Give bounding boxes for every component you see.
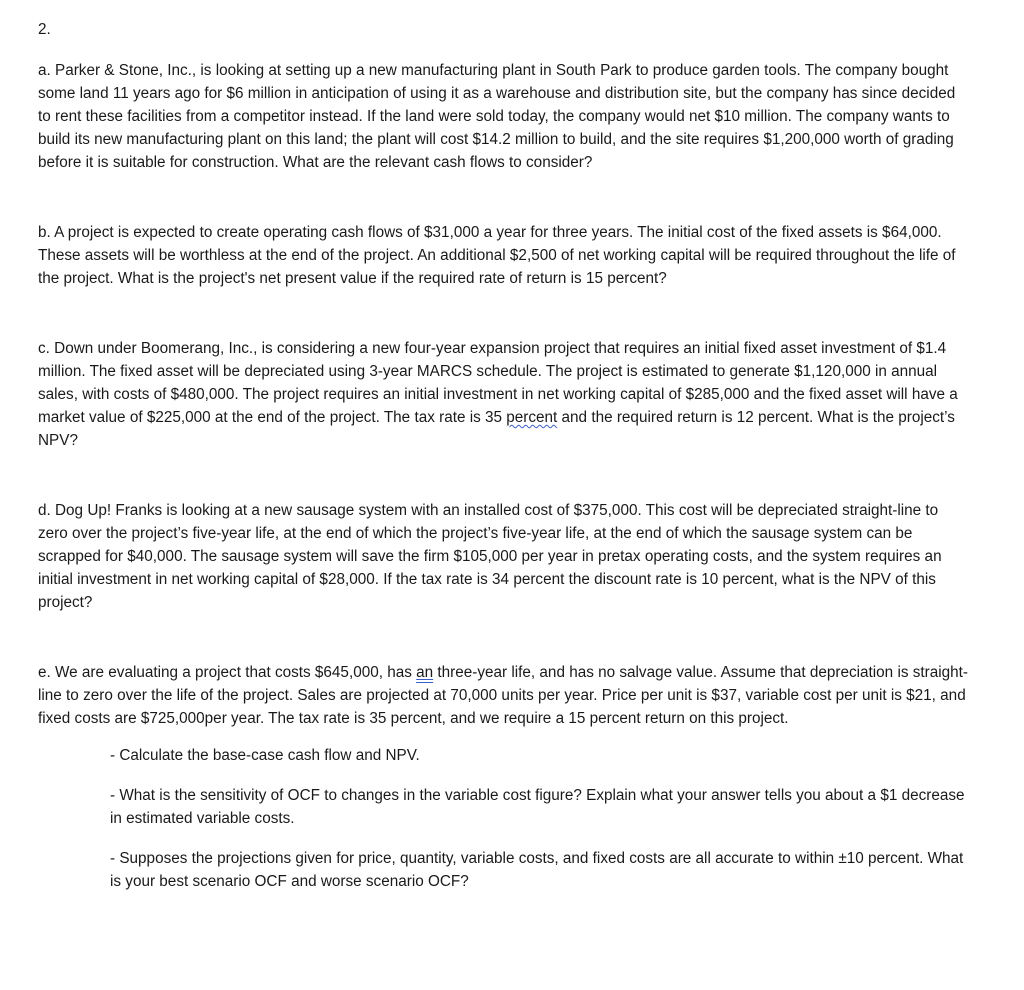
question-part-c (38, 337, 968, 452)
question-part-e (38, 661, 968, 730)
spellcheck-flagged-word[interactable]: percent (506, 409, 558, 426)
question-part-a: a. Parker & Stone, Inc., is looking at setting up a new manufacturing plant in South Park to produce garden tools. The company bought some land 11 years ago for $6 million in anticipation of using it as a warehouse and distribution site, but the company has since decided to rent these facilities from a competitor instead. If the land were sold today, the company would net $10 million. The company wants to build its new manufacturing plant on this land; the plant will cost $14.2 million to build, and the site requires $1,200,000 worth of grading before it is suitable for construction. What are the relevant cash flows to consider? (38, 62, 956, 171)
question-part-d: d. Dog Up! Franks is looking at a new sausage system with an installed cost of $375,000. This cost will be depreciated straight-line to zero over the project’s five-year life, at the end of which the project’s five-year life, at the end of which the sausage system can be scrapped for $40,000. The sausage system will save the firm $105,000 per year in pretax operating costs, and the system requires an initial investment in net working capital of $28,000. If the tax rate is 34 percent the discount rate is 10 percent, what is the NPV of this project? (38, 502, 942, 611)
part-c-text-end: and the required return is 12 percent. What is the project’s NPV? (38, 409, 955, 449)
document-body (38, 18, 968, 910)
part-e-text-end: three-year life, and has no salvage value. Assume that depreciation is straight-line to zero over the life of the project. Sales are projected at 70,000 units per year. Price per unit is $37, variable cost per unit is $21, and fixed costs are $725,000per year. The tax rate is 35 percent, and we require a 15 percent return on this project. (38, 664, 968, 727)
part-c-text-start: c. Down under Boomerang, Inc., is considering a new four-year expansion project that requires an initial fixed asset investment of $1.4 million. The fixed asset will be depreciated using 3-year MARCS schedule. The project is estimated to generate $1,120,000 in annual sales, with costs of $480,000. The project requires an initial investment in net working capital of $285,000 and the fixed asset will have a market value of $225,000 at the end of the project. The tax rate is 35 (38, 340, 958, 426)
grammar-flagged-word[interactable]: an (416, 664, 434, 681)
question-part-b: b. A project is expected to create operating cash flows of $31,000 a year for three years. The initial cost of the fixed assets is $64,000. These assets will be worthless at the end of the project. An additional $2,500 of net working capital will be required throughout the life of the project. What is the project's net present value if the required rate of return is 15 percent? (38, 224, 956, 287)
subquestion-item: - Calculate the base-case cash flow and NPV. (110, 747, 420, 764)
part-e-subquestions (110, 744, 970, 893)
subquestion-item: - Supposes the projections given for price, quantity, variable costs, and fixed costs are all accurate to within ±10 percent. What is your best scenario OCF and worse scenario OCF? (110, 850, 964, 890)
part-e-text-start: e. We are evaluating a project that costs $645,000, has (38, 664, 417, 681)
subquestion-item: - What is the sensitivity of OCF to changes in the variable cost figure? Explain what your answer tells you about a $1 decrease in estimated variable costs. (110, 787, 965, 827)
question-number: 2. (38, 21, 51, 38)
